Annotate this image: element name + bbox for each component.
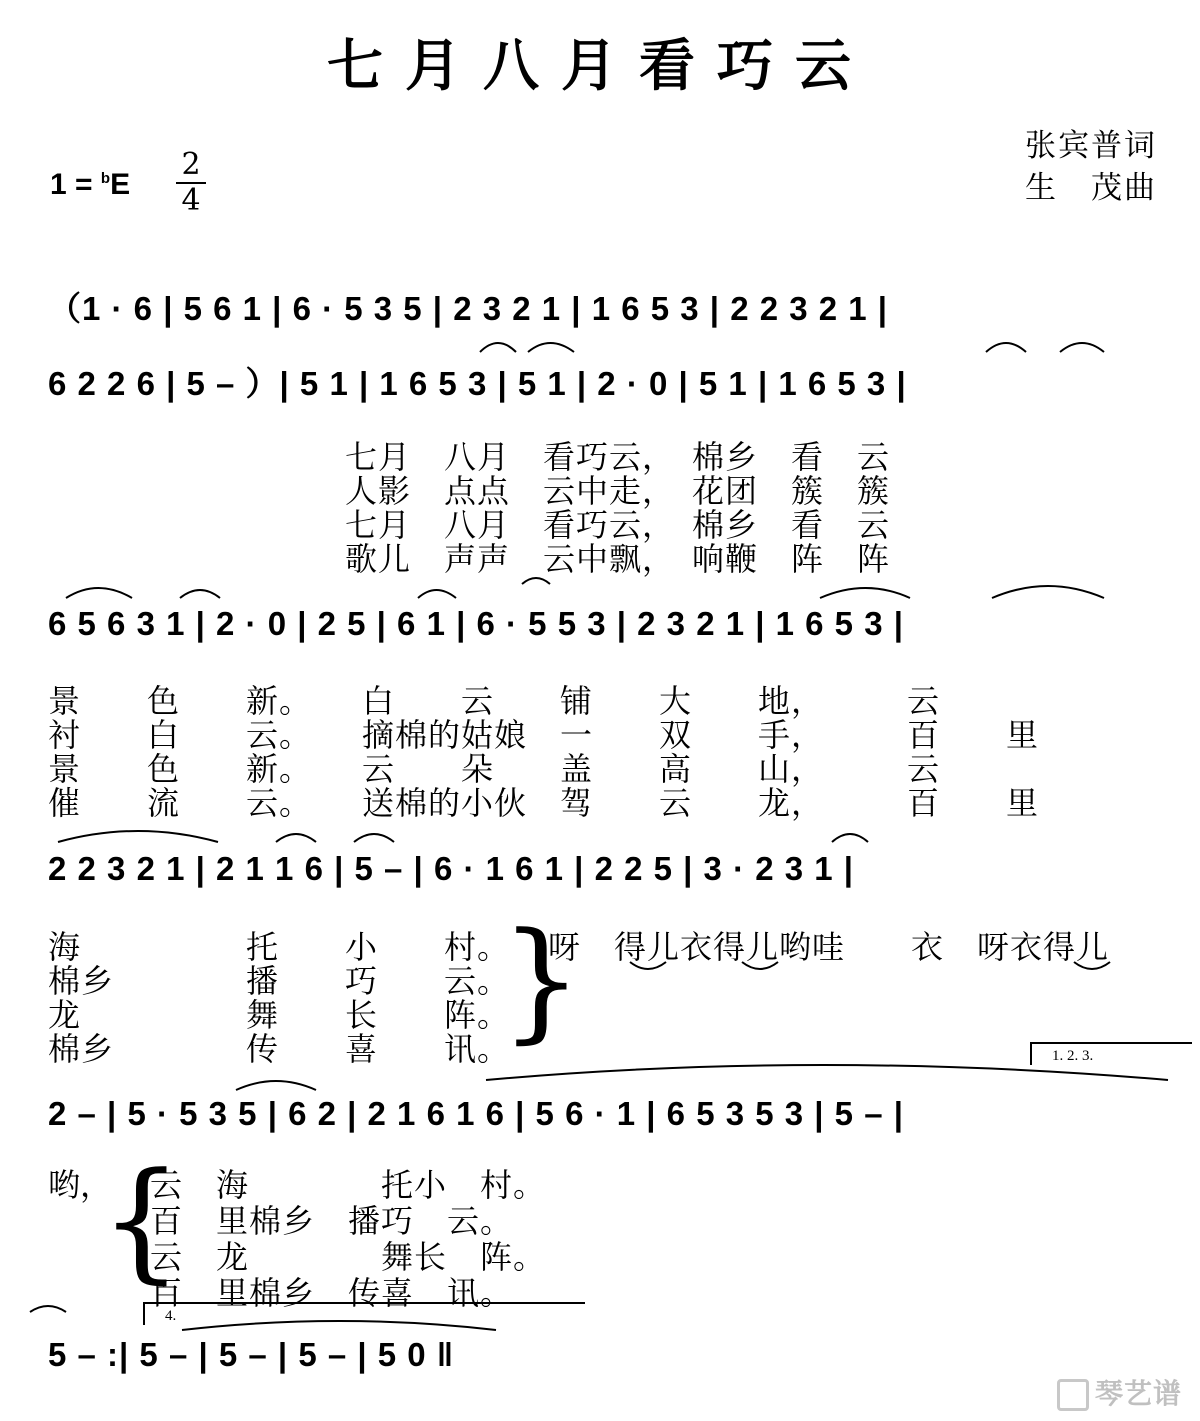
key-flat: b [100, 170, 111, 187]
staff-line-6: 5 – :| 5 – | 5 – | 5 – | 5 0 ‖ [48, 1336, 455, 1373]
lyric-row: 云 海 托小 村。 [150, 1166, 547, 1204]
slur-mark [528, 343, 574, 352]
lyric-lead: 哟， [48, 1166, 113, 1204]
slur-mark [986, 343, 1026, 352]
staff-line-1: （1 · 6 | 5 6 1 | 6 · 5 3 5 | 2 3 2 1 | 1 6 5 3 | 2 2 3 2 1 | [48, 290, 889, 327]
volta-bracket-2: 4. [143, 1302, 585, 1325]
slur-mark [522, 578, 550, 584]
lyricist-credit: 张宾普词 [1025, 128, 1157, 164]
lyric-brace: { [100, 1144, 183, 1296]
lyric-row: 衬 白 云。 摘棉的姑娘 一 双 手， 百 里 [48, 716, 1040, 754]
slur-mark [66, 588, 132, 598]
slur-mark [1074, 962, 1110, 969]
slur-mark [480, 343, 516, 352]
slur-mark [58, 831, 218, 842]
lyric-row: 百 里棉乡 播巧 云。 [150, 1202, 514, 1240]
lyric-row: 龙 舞 长 阵。 [48, 996, 511, 1034]
time-signature-bottom: 4 [181, 183, 201, 218]
lyric-row: 七月 八月 看巧云， 棉乡 看 云 [345, 506, 891, 544]
slur-mark [832, 834, 868, 842]
staff-line-4: 2 2 3 2 1 | 2 1 1 6 | 5 – | 6 · 1 6 1 | 2 2 5 | 3 · 2 3 1 | [48, 850, 855, 887]
staff-line-3: 6 5 6 3 1 | 2 · 0 | 2 5 | 6 1 | 6 · 5 5 3 | 2 3 2 1 | 1 6 5 3 | [48, 605, 904, 642]
slur-mark [630, 962, 666, 969]
staff-line-2: 6 2 2 6 | 5 – ）| 5 1 | 1 6 5 3 | 5 1 | 2 · 0 | 5 1 | 1 6 5 3 | [48, 365, 907, 402]
lyric-row: 景 色 新。 白 云 铺 大 地， 云 [48, 682, 941, 720]
lyric-row: 棉乡 播 巧 云。 [48, 962, 511, 1000]
lyric-row: 人影 点点 云中走， 花团 簇 簇 [345, 472, 891, 510]
staff-line-5: 2 – | 5 · 5 3 5 | 6 2 | 2 1 6 1 6 | 5 6 · 1 | 6 5 3 5 3 | 5 – | [48, 1095, 904, 1132]
lyric-row: 歌儿 声声 云中飘， 响鞭 阵 阵 [345, 540, 891, 578]
watermark-logo-icon [1057, 1379, 1089, 1411]
lyric-row: 云 龙 舞长 阵。 [150, 1238, 547, 1276]
slur-mark [820, 588, 910, 598]
lyric-brace: } [500, 904, 583, 1056]
watermark [1057, 1372, 1182, 1412]
lyric-row: 七月 八月 看巧云， 棉乡 看 云 [345, 438, 891, 476]
lyric-row: 催 流 云。 送棉的小伙 驾 云 龙， 百 里 [48, 784, 1040, 822]
slur-mark [182, 1321, 496, 1330]
slur-mark [742, 962, 778, 969]
slur-mark [1060, 343, 1104, 352]
slur-mark [236, 1081, 316, 1090]
lyric-row: 百 里棉乡 传喜 讯。 [150, 1274, 514, 1312]
song-title: 七月八月看巧云 [327, 33, 873, 99]
slur-mark [30, 1306, 66, 1312]
lyric-row: 棉乡 传 喜 讯。 [48, 1030, 511, 1068]
key-prefix: 1 = [50, 168, 93, 201]
slur-mark [418, 590, 456, 598]
lyric-row: 景 色 新。 云 朵 盖 高 山， 云 [48, 750, 941, 788]
slur-mark [992, 586, 1104, 598]
key-note: E [110, 168, 131, 201]
time-signature-top: 2 [181, 147, 201, 182]
slur-mark [180, 590, 220, 598]
composer-credit: 生 茂曲 [1025, 170, 1157, 206]
slur-mark [486, 1065, 1168, 1080]
slur-mark [354, 834, 394, 842]
lyric-row: 海 托 小 村。 [48, 928, 511, 966]
watermark-text: 琴艺谱 [1094, 1377, 1182, 1410]
volta-bracket-1: 1. 2. 3. [1030, 1042, 1192, 1065]
slur-mark [276, 834, 316, 842]
lyric-refrain: 呀 得儿衣得儿哟哇 衣 呀衣得儿 [548, 928, 1110, 966]
